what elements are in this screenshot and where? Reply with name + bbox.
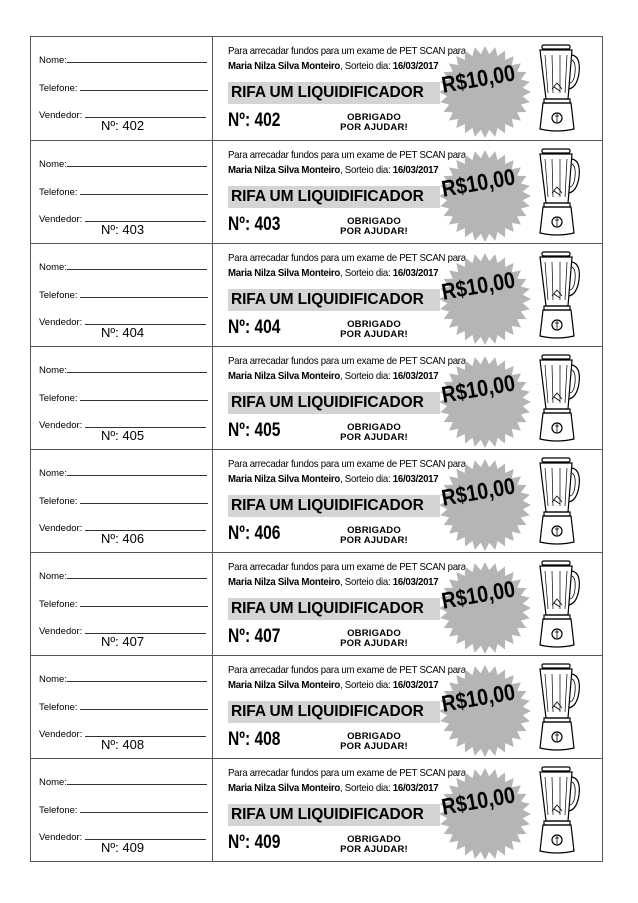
stub-number-value: 403 [122, 222, 145, 237]
name-blank [67, 260, 207, 270]
thanks-line-2: POR AJUDAR! [340, 226, 408, 237]
beneficiary-name: Maria Nilza Silva Monteiro [228, 679, 340, 691]
raffle-title: RIFA UM LIQUIDIFICADOR [231, 84, 424, 101]
ticket-number-value: 408 [254, 729, 281, 750]
stub-number-prefix: Nº: [101, 737, 119, 752]
stub-number-value: 406 [122, 531, 145, 546]
thanks-line-2: POR AJUDAR! [340, 741, 408, 752]
purpose-line-2 [228, 679, 438, 691]
draw-label: , Sorteio dia: [339, 473, 391, 485]
name-blank [67, 466, 207, 476]
seller-blank [85, 830, 206, 840]
stub-seller-label: Vendedor: [39, 523, 83, 534]
ticket-number-prefix: Nº: [228, 420, 251, 441]
stub-phone-label: Telefone: [39, 83, 78, 94]
phone-blank [80, 288, 208, 298]
phone-blank [80, 700, 208, 710]
raffle-ticket [31, 140, 602, 243]
stub-number [101, 531, 144, 547]
draw-label: , Sorteio dia: [339, 60, 391, 72]
stub-phone-line [39, 700, 208, 714]
stub-number-prefix: Nº: [101, 634, 119, 649]
stub-phone-label: Telefone: [39, 702, 78, 713]
blender-icon [532, 662, 582, 754]
raffle-ticket [31, 552, 602, 655]
draw-date: 16/03/2017 [392, 473, 439, 485]
stub-name-label: Nome: [39, 262, 67, 273]
name-blank [67, 157, 207, 167]
raffle-title: RIFA UM LIQUIDIFICADOR [231, 291, 424, 308]
purpose-line-2 [228, 473, 438, 485]
stub-name-line [39, 466, 207, 480]
title-banner [228, 598, 440, 620]
raffle-title: RIFA UM LIQUIDIFICADOR [231, 497, 424, 514]
stub-phone-line [39, 803, 208, 817]
name-blank [67, 363, 207, 373]
seller-blank [85, 108, 206, 118]
ticket-number [228, 626, 280, 648]
stub-phone-label: Telefone: [39, 599, 78, 610]
stub-phone-label: Telefone: [39, 187, 78, 198]
stub-name-label: Nome: [39, 777, 67, 788]
purpose-line-2 [228, 267, 438, 279]
draw-label: , Sorteio dia: [339, 782, 391, 794]
beneficiary-name: Maria Nilza Silva Monteiro [228, 782, 340, 794]
thanks-line-1: OBRIGADO [347, 731, 401, 742]
stub-number [101, 634, 144, 650]
seller-blank [85, 418, 206, 428]
stub-number-prefix: Nº: [101, 222, 119, 237]
thanks-line-1: OBRIGADO [347, 319, 401, 330]
purpose-line-2 [228, 60, 438, 72]
thanks-line-2: POR AJUDAR! [340, 432, 408, 443]
ticket-number-prefix: Nº: [228, 626, 251, 647]
thanks-message [334, 629, 414, 649]
seller-blank [85, 521, 206, 531]
ticket-main [214, 37, 602, 140]
price-label: R$10,00 [439, 266, 517, 305]
beneficiary-name: Maria Nilza Silva Monteiro [228, 267, 340, 279]
ticket-main [214, 347, 602, 449]
ticket-number [228, 729, 280, 751]
phone-blank [80, 185, 208, 195]
purpose-line-1: Para arrecadar fundos para um exame de PET SCAN para [228, 561, 466, 573]
thanks-line-1: OBRIGADO [347, 525, 401, 536]
draw-label: , Sorteio dia: [339, 164, 391, 176]
stub-name-line [39, 157, 207, 171]
draw-date: 16/03/2017 [392, 679, 439, 691]
purpose-line-1: Para arrecadar fundos para um exame de PET SCAN para [228, 149, 466, 161]
blender-icon [532, 250, 582, 342]
stub-seller-label: Vendedor: [39, 420, 83, 431]
ticket-number-value: 409 [254, 832, 281, 853]
stub-number [101, 428, 144, 444]
raffle-title: RIFA UM LIQUIDIFICADOR [231, 188, 424, 205]
stub-name-line [39, 672, 207, 686]
stub-seller-label: Vendedor: [39, 110, 83, 121]
stub-name-label: Nome: [39, 468, 67, 479]
stub-name-line [39, 260, 207, 274]
raffle-ticket [31, 346, 602, 449]
thanks-message [334, 423, 414, 443]
draw-date: 16/03/2017 [392, 576, 439, 588]
phone-blank [80, 803, 208, 813]
price-label: R$10,00 [439, 163, 517, 202]
stub-number-value: 409 [122, 840, 145, 855]
name-blank [67, 53, 207, 63]
title-banner [228, 701, 440, 723]
stub-name-line [39, 775, 207, 789]
purpose-line-1: Para arrecadar fundos para um exame de PET SCAN para [228, 767, 466, 779]
ticket-stub [31, 656, 213, 758]
stub-phone-label: Telefone: [39, 393, 78, 404]
draw-date: 16/03/2017 [392, 60, 439, 72]
ticket-number-prefix: Nº: [228, 110, 251, 131]
stub-number-prefix: Nº: [101, 428, 119, 443]
thanks-line-1: OBRIGADO [347, 216, 401, 227]
blender-icon [532, 765, 582, 857]
blender-icon [532, 147, 582, 239]
purpose-line-1: Para arrecadar fundos para um exame de PET SCAN para [228, 664, 466, 676]
ticket-stub [31, 759, 213, 861]
draw-label: , Sorteio dia: [339, 679, 391, 691]
stub-number [101, 840, 144, 856]
raffle-ticket [31, 655, 602, 758]
name-blank [67, 672, 207, 682]
ticket-stub [31, 141, 213, 243]
thanks-line-2: POR AJUDAR! [340, 844, 408, 855]
ticket-number-prefix: Nº: [228, 729, 251, 750]
price-label: R$10,00 [439, 369, 517, 408]
ticket-number [228, 832, 280, 854]
ticket-main [214, 656, 602, 758]
stub-phone-line [39, 597, 208, 611]
ticket-number [228, 214, 280, 236]
ticket-number-prefix: Nº: [228, 523, 251, 544]
thanks-line-1: OBRIGADO [347, 834, 401, 845]
stub-seller-label: Vendedor: [39, 832, 83, 843]
draw-label: , Sorteio dia: [339, 576, 391, 588]
phone-blank [80, 391, 208, 401]
stub-phone-line [39, 288, 208, 302]
thanks-line-2: POR AJUDAR! [340, 638, 408, 649]
stub-phone-line [39, 81, 208, 95]
raffle-title: RIFA UM LIQUIDIFICADOR [231, 703, 424, 720]
raffle-ticket [31, 449, 602, 552]
beneficiary-name: Maria Nilza Silva Monteiro [228, 60, 340, 72]
stub-number-value: 404 [122, 325, 145, 340]
thanks-line-2: POR AJUDAR! [340, 329, 408, 340]
draw-date: 16/03/2017 [392, 370, 439, 382]
stub-seller-label: Vendedor: [39, 214, 83, 225]
stub-number-value: 407 [122, 634, 145, 649]
stub-phone-label: Telefone: [39, 805, 78, 816]
thanks-line-1: OBRIGADO [347, 112, 401, 123]
stub-number-prefix: Nº: [101, 325, 119, 340]
ticket-number-value: 407 [254, 626, 281, 647]
stub-seller-label: Vendedor: [39, 626, 83, 637]
purpose-line-2 [228, 782, 438, 794]
stub-phone-line [39, 391, 208, 405]
name-blank [67, 775, 207, 785]
purpose-line-1: Para arrecadar fundos para um exame de PET SCAN para [228, 458, 466, 470]
ticket-number-prefix: Nº: [228, 832, 251, 853]
title-banner [228, 186, 440, 208]
stub-number-value: 408 [122, 737, 145, 752]
stub-number [101, 737, 144, 753]
stub-number-prefix: Nº: [101, 840, 119, 855]
phone-blank [80, 494, 208, 504]
ticket-number-value: 402 [254, 110, 281, 131]
phone-blank [80, 81, 208, 91]
stub-number [101, 222, 144, 238]
ticket-main [214, 244, 602, 346]
draw-date: 16/03/2017 [392, 267, 439, 279]
ticket-stub [31, 553, 213, 655]
price-label: R$10,00 [439, 59, 517, 98]
thanks-message [334, 732, 414, 752]
purpose-line-2 [228, 370, 438, 382]
blender-icon [532, 559, 582, 651]
thanks-line-2: POR AJUDAR! [340, 535, 408, 546]
ticket-number-value: 406 [254, 523, 281, 544]
ticket-main [214, 553, 602, 655]
price-label: R$10,00 [439, 472, 517, 511]
purpose-line-2 [228, 164, 438, 176]
ticket-stub [31, 37, 213, 140]
blender-icon [532, 456, 582, 548]
stub-number-prefix: Nº: [101, 118, 119, 133]
stub-name-line [39, 569, 207, 583]
thanks-message [334, 526, 414, 546]
stub-number-value: 405 [122, 428, 145, 443]
ticket-number-prefix: Nº: [228, 214, 251, 235]
stub-phone-line [39, 494, 208, 508]
stub-phone-label: Telefone: [39, 290, 78, 301]
ticket-main [214, 759, 602, 861]
blender-icon [532, 43, 582, 135]
stub-name-label: Nome: [39, 55, 67, 66]
name-blank [67, 569, 207, 579]
title-banner [228, 289, 440, 311]
beneficiary-name: Maria Nilza Silva Monteiro [228, 576, 340, 588]
ticket-main [214, 141, 602, 243]
phone-blank [80, 597, 208, 607]
thanks-line-2: POR AJUDAR! [340, 122, 408, 133]
beneficiary-name: Maria Nilza Silva Monteiro [228, 473, 340, 485]
thanks-line-1: OBRIGADO [347, 422, 401, 433]
stub-number [101, 118, 144, 134]
title-banner [228, 82, 440, 104]
seller-blank [85, 315, 206, 325]
ticket-main [214, 450, 602, 552]
thanks-message [334, 835, 414, 855]
thanks-message [334, 217, 414, 237]
stub-number-prefix: Nº: [101, 531, 119, 546]
ticket-number-value: 404 [254, 317, 281, 338]
stub-seller-label: Vendedor: [39, 729, 83, 740]
draw-date: 16/03/2017 [392, 782, 439, 794]
purpose-line-1: Para arrecadar fundos para um exame de PET SCAN para [228, 45, 466, 57]
raffle-ticket [31, 37, 602, 140]
price-label: R$10,00 [439, 575, 517, 614]
ticket-number-value: 403 [254, 214, 281, 235]
ticket-stub [31, 244, 213, 346]
price-label: R$10,00 [439, 678, 517, 717]
ticket-number [228, 523, 280, 545]
seller-blank [85, 624, 206, 634]
raffle-sheet [30, 36, 603, 862]
stub-name-label: Nome: [39, 159, 67, 170]
stub-number-value: 402 [122, 118, 145, 133]
draw-date: 16/03/2017 [392, 164, 439, 176]
stub-name-line [39, 53, 207, 67]
beneficiary-name: Maria Nilza Silva Monteiro [228, 370, 340, 382]
purpose-line-1: Para arrecadar fundos para um exame de PET SCAN para [228, 355, 466, 367]
title-banner [228, 495, 440, 517]
title-banner [228, 392, 440, 414]
raffle-title: RIFA UM LIQUIDIFICADOR [231, 394, 424, 411]
ticket-number [228, 317, 280, 339]
ticket-stub [31, 347, 213, 449]
raffle-title: RIFA UM LIQUIDIFICADOR [231, 600, 424, 617]
draw-label: , Sorteio dia: [339, 370, 391, 382]
stub-phone-line [39, 185, 208, 199]
stub-name-label: Nome: [39, 571, 67, 582]
ticket-number-value: 405 [254, 420, 281, 441]
ticket-stub [31, 450, 213, 552]
stub-phone-label: Telefone: [39, 496, 78, 507]
ticket-number [228, 420, 280, 442]
stub-seller-label: Vendedor: [39, 317, 83, 328]
ticket-number-prefix: Nº: [228, 317, 251, 338]
ticket-number [228, 110, 280, 132]
price-label: R$10,00 [439, 781, 517, 820]
draw-label: , Sorteio dia: [339, 267, 391, 279]
stub-number [101, 325, 144, 341]
beneficiary-name: Maria Nilza Silva Monteiro [228, 164, 340, 176]
title-banner [228, 804, 440, 826]
raffle-ticket [31, 758, 602, 861]
stub-name-line [39, 363, 207, 377]
thanks-line-1: OBRIGADO [347, 628, 401, 639]
raffle-ticket [31, 243, 602, 346]
stub-name-label: Nome: [39, 365, 67, 376]
seller-blank [85, 212, 206, 222]
purpose-line-1: Para arrecadar fundos para um exame de PET SCAN para [228, 252, 466, 264]
stub-name-label: Nome: [39, 674, 67, 685]
purpose-line-2 [228, 576, 438, 588]
blender-icon [532, 353, 582, 445]
thanks-message [334, 113, 414, 133]
thanks-message [334, 320, 414, 340]
raffle-title: RIFA UM LIQUIDIFICADOR [231, 806, 424, 823]
seller-blank [85, 727, 206, 737]
